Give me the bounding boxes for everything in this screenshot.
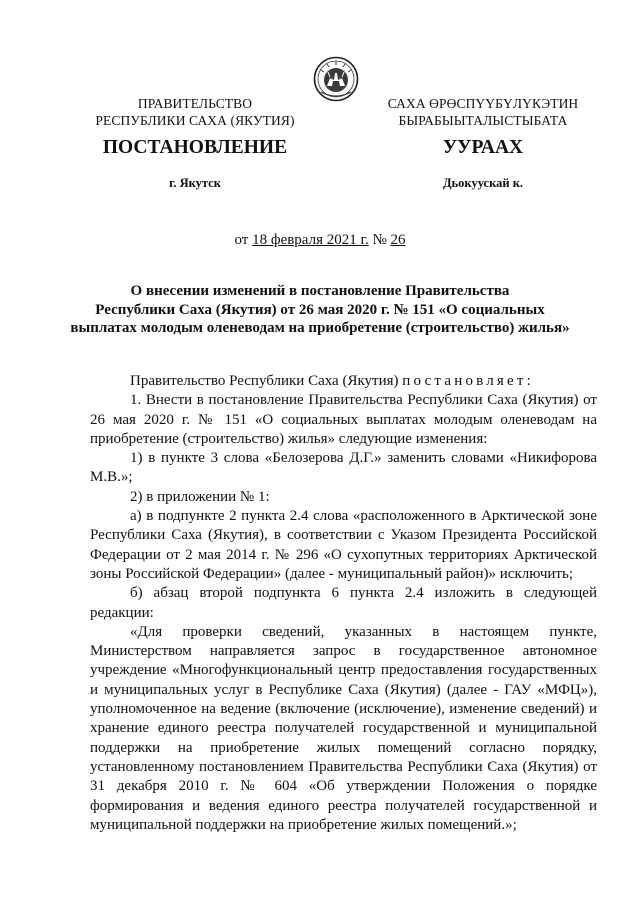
left-doc-type: ПОСТАНОВЛЕНИЕ [102,137,288,158]
document-number: 26 [390,232,406,248]
body-paragraph: 1) в пункте 3 слова «Белозерова Д.Г.» заменить словами «Никифорова М.В.»; [90,450,597,486]
intro-paragraph: Правительство Республики Саха (Якутия) постановляет: [130,373,534,389]
title-line: О внесении изменений в постановление Правительства [130,283,510,299]
body-paragraph: б) абзац второй подпункта 6 пункта 2.4 изложить в следующей редакции: [90,585,597,621]
body-paragraph: «Для проверки сведений, указанных в настоящем пункте, Министерством направляется запрос в государственное автономное учреждение «Многофункциональный центр предоставления государственных и муниципальных услуг в Республике Саха (Якутия) (далее - ГАУ «МФЦ»), уполномоченное на ведение (включение (исключение), изменение сведений) и хранение единого реестра получателей государственной и муниципальной поддержки на приобретение жилых помещений согласно порядку, установленному постановлением Правительства Республики Саха (Якутия) от 31 декабря 2010 г. № 604 «Об утверждении Положения о порядке формирования и ведения единого реестра получателей государственной и муниципальной поддержки на приобретение жилых помещений.»; [90,623,597,833]
title-line: Республики Саха (Якутия) от 26 мая 2020 г. № 151 «О социальных [95,301,545,318]
sakha-coat-of-arms-icon [313,56,359,102]
document-title [70,282,570,338]
body-paragraph: 1. Внести в постановление Правительства Республики Саха (Якутия) от 26 мая 2020 г. № 151 «О социальных выплатах молодым оленеводам на приобретение (строительство) жилья» следующие изменения: [90,392,597,447]
document-date: 18 февраля 2021 г. [252,232,369,248]
left-city: г. Якутск [169,176,221,190]
document-body [90,372,597,835]
left-org-name: ПРАВИТЕЛЬСТВО РЕСПУБЛИКИ САХА (ЯКУТИЯ) [95,96,295,128]
body-paragraph: а) в подпункте 2 пункта 2.4 слова «расположенного в Арктической зоне Республики Саха (Якутия), в соответствии с Указом Президента Российской Федерации от 2 мая 2014 г. № 296 «О сухопутных территориях Арктической зоны Российской Федерации» (далее - муниципальный район)» исключить; [90,508,597,582]
right-org-name: САХА ӨРӨСПҮҮБҮЛҮКЭТИН БЫРАБЫЫТАЛЫСТЫБАТА [387,96,579,128]
title-line: выплатах молодым оленеводам на приобретение (строительство) жилья» [70,320,570,336]
document-date-number [0,231,640,250]
resolves-word: постановляет: [402,373,534,389]
date-prefix: от [234,232,249,248]
right-city: Дьокуускай к. [442,176,524,190]
body-paragraph: 2) в приложении № 1: [130,488,270,505]
number-sign: № [372,232,387,248]
right-doc-type: УУРААХ [442,137,524,158]
